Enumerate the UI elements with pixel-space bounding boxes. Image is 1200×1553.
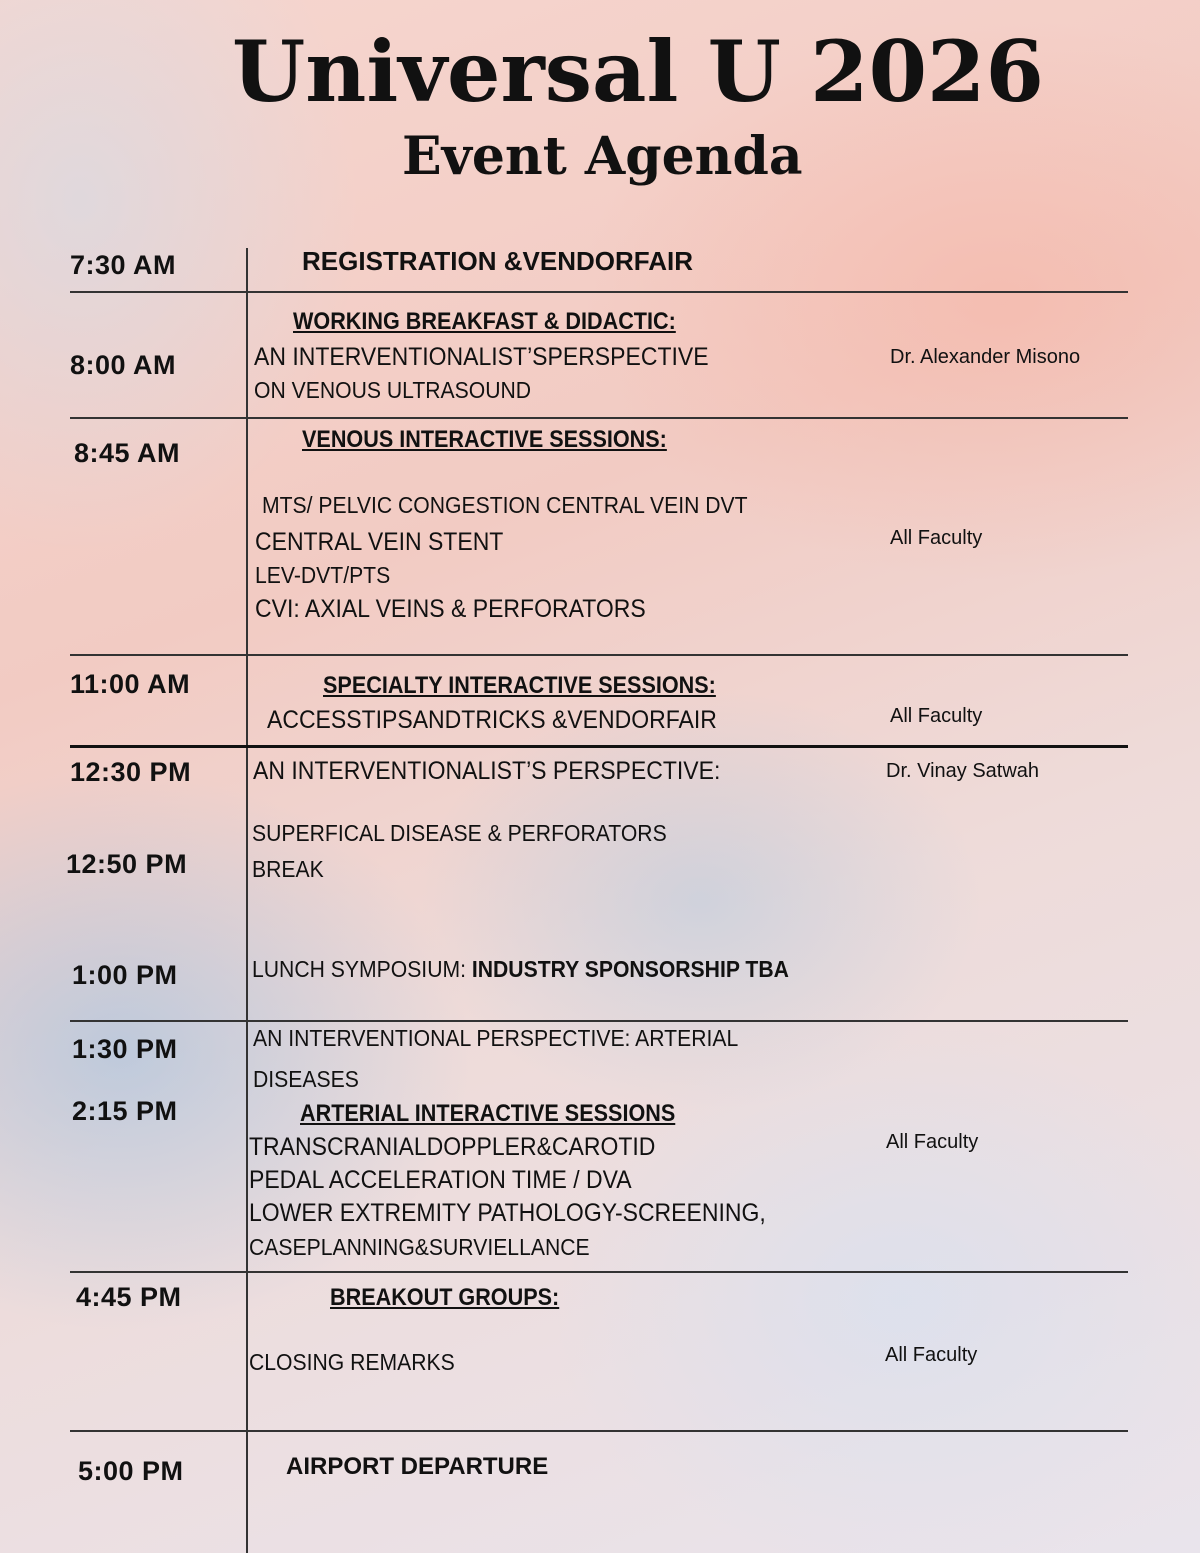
time-label: 2:15 PM [72, 1096, 178, 1126]
session-line: TRANSCRANIALDOPPLER&CAROTID [249, 1133, 656, 1161]
row-divider [70, 1430, 1128, 1432]
sponsor-text: INDUSTRY SPONSORSHIP TBA [471, 956, 789, 982]
session-line: ACCESSTIPSANDTRICKS &VENDORFAIR [267, 706, 717, 734]
session-heading: VENOUS INTERACTIVE SESSIONS: [302, 426, 667, 453]
session-line: LEV-DVT/PTS [255, 562, 391, 588]
session-prefix: LUNCH SYMPOSIUM: [252, 956, 472, 982]
session-line: MTS/ PELVIC CONGESTION CENTRAL VEIN DVT [262, 492, 748, 518]
speaker: Dr. Alexander Misono [890, 346, 1081, 368]
speaker: Dr. Vinay Satwah [886, 760, 1040, 782]
time-label: 7:30 AM [70, 250, 177, 280]
speaker: All Faculty [890, 705, 983, 727]
row-divider [70, 654, 1128, 656]
session-line: BREAK [252, 856, 324, 882]
session-title: AIRPORT DEPARTURE [286, 1453, 549, 1480]
row-divider [70, 1271, 1128, 1273]
time-label: 5:00 PM [78, 1456, 184, 1486]
session-line [252, 956, 789, 983]
session-heading: ARTERIAL INTERACTIVE SESSIONS [300, 1100, 676, 1127]
time-label: 12:30 PM [70, 757, 192, 787]
session-line: AN INTERVENTIONALIST’S PERSPECTIVE: [253, 757, 721, 785]
session-heading: WORKING BREAKFAST & DIDACTIC: [293, 308, 676, 335]
time-label: 12:50 PM [66, 849, 188, 879]
session-line: AN INTERVENTIONALIST’SPERSPECTIVE [254, 343, 709, 371]
row-divider [70, 745, 1128, 748]
session-heading: BREAKOUT GROUPS: [330, 1284, 560, 1311]
session-line: CLOSING REMARKS [249, 1349, 455, 1375]
row-divider [70, 417, 1128, 419]
time-label: 8:00 AM [70, 350, 177, 380]
row-divider [70, 1020, 1128, 1022]
session-line: DISEASES [253, 1066, 359, 1092]
row-divider [70, 291, 1128, 293]
session-line: CVI: AXIAL VEINS & PERFORATORS [255, 595, 646, 623]
session-line: CASEPLANNING&SURVIELLANCE [249, 1234, 590, 1260]
session-heading: SPECIALTY INTERACTIVE SESSIONS: [323, 672, 716, 699]
session-line: SUPERFICAL DISEASE & PERFORATORS [252, 820, 667, 846]
time-label: 4:45 PM [76, 1282, 182, 1312]
time-label: 1:00 PM [72, 960, 178, 990]
session-line: ON VENOUS ULTRASOUND [254, 377, 532, 403]
speaker: All Faculty [886, 1131, 979, 1153]
session-line: PEDAL ACCELERATION TIME / DVA [249, 1166, 632, 1194]
page-subtitle: Event Agenda [402, 126, 803, 187]
time-label: 8:45 AM [74, 438, 181, 468]
speaker: All Faculty [885, 1344, 978, 1366]
time-label: 1:30 PM [72, 1034, 178, 1064]
time-label: 11:00 AM [70, 669, 191, 699]
speaker: All Faculty [890, 527, 983, 549]
session-line: LOWER EXTREMITY PATHOLOGY-SCREENING, [249, 1199, 766, 1227]
page-title: Universal U 2026 [232, 22, 1044, 121]
session-line: CENTRAL VEIN STENT [255, 528, 504, 556]
session-line: AN INTERVENTIONAL PERSPECTIVE: ARTERIAL [253, 1025, 739, 1051]
column-divider [246, 248, 248, 1553]
session-title: REGISTRATION &VENDORFAIR [302, 246, 693, 276]
